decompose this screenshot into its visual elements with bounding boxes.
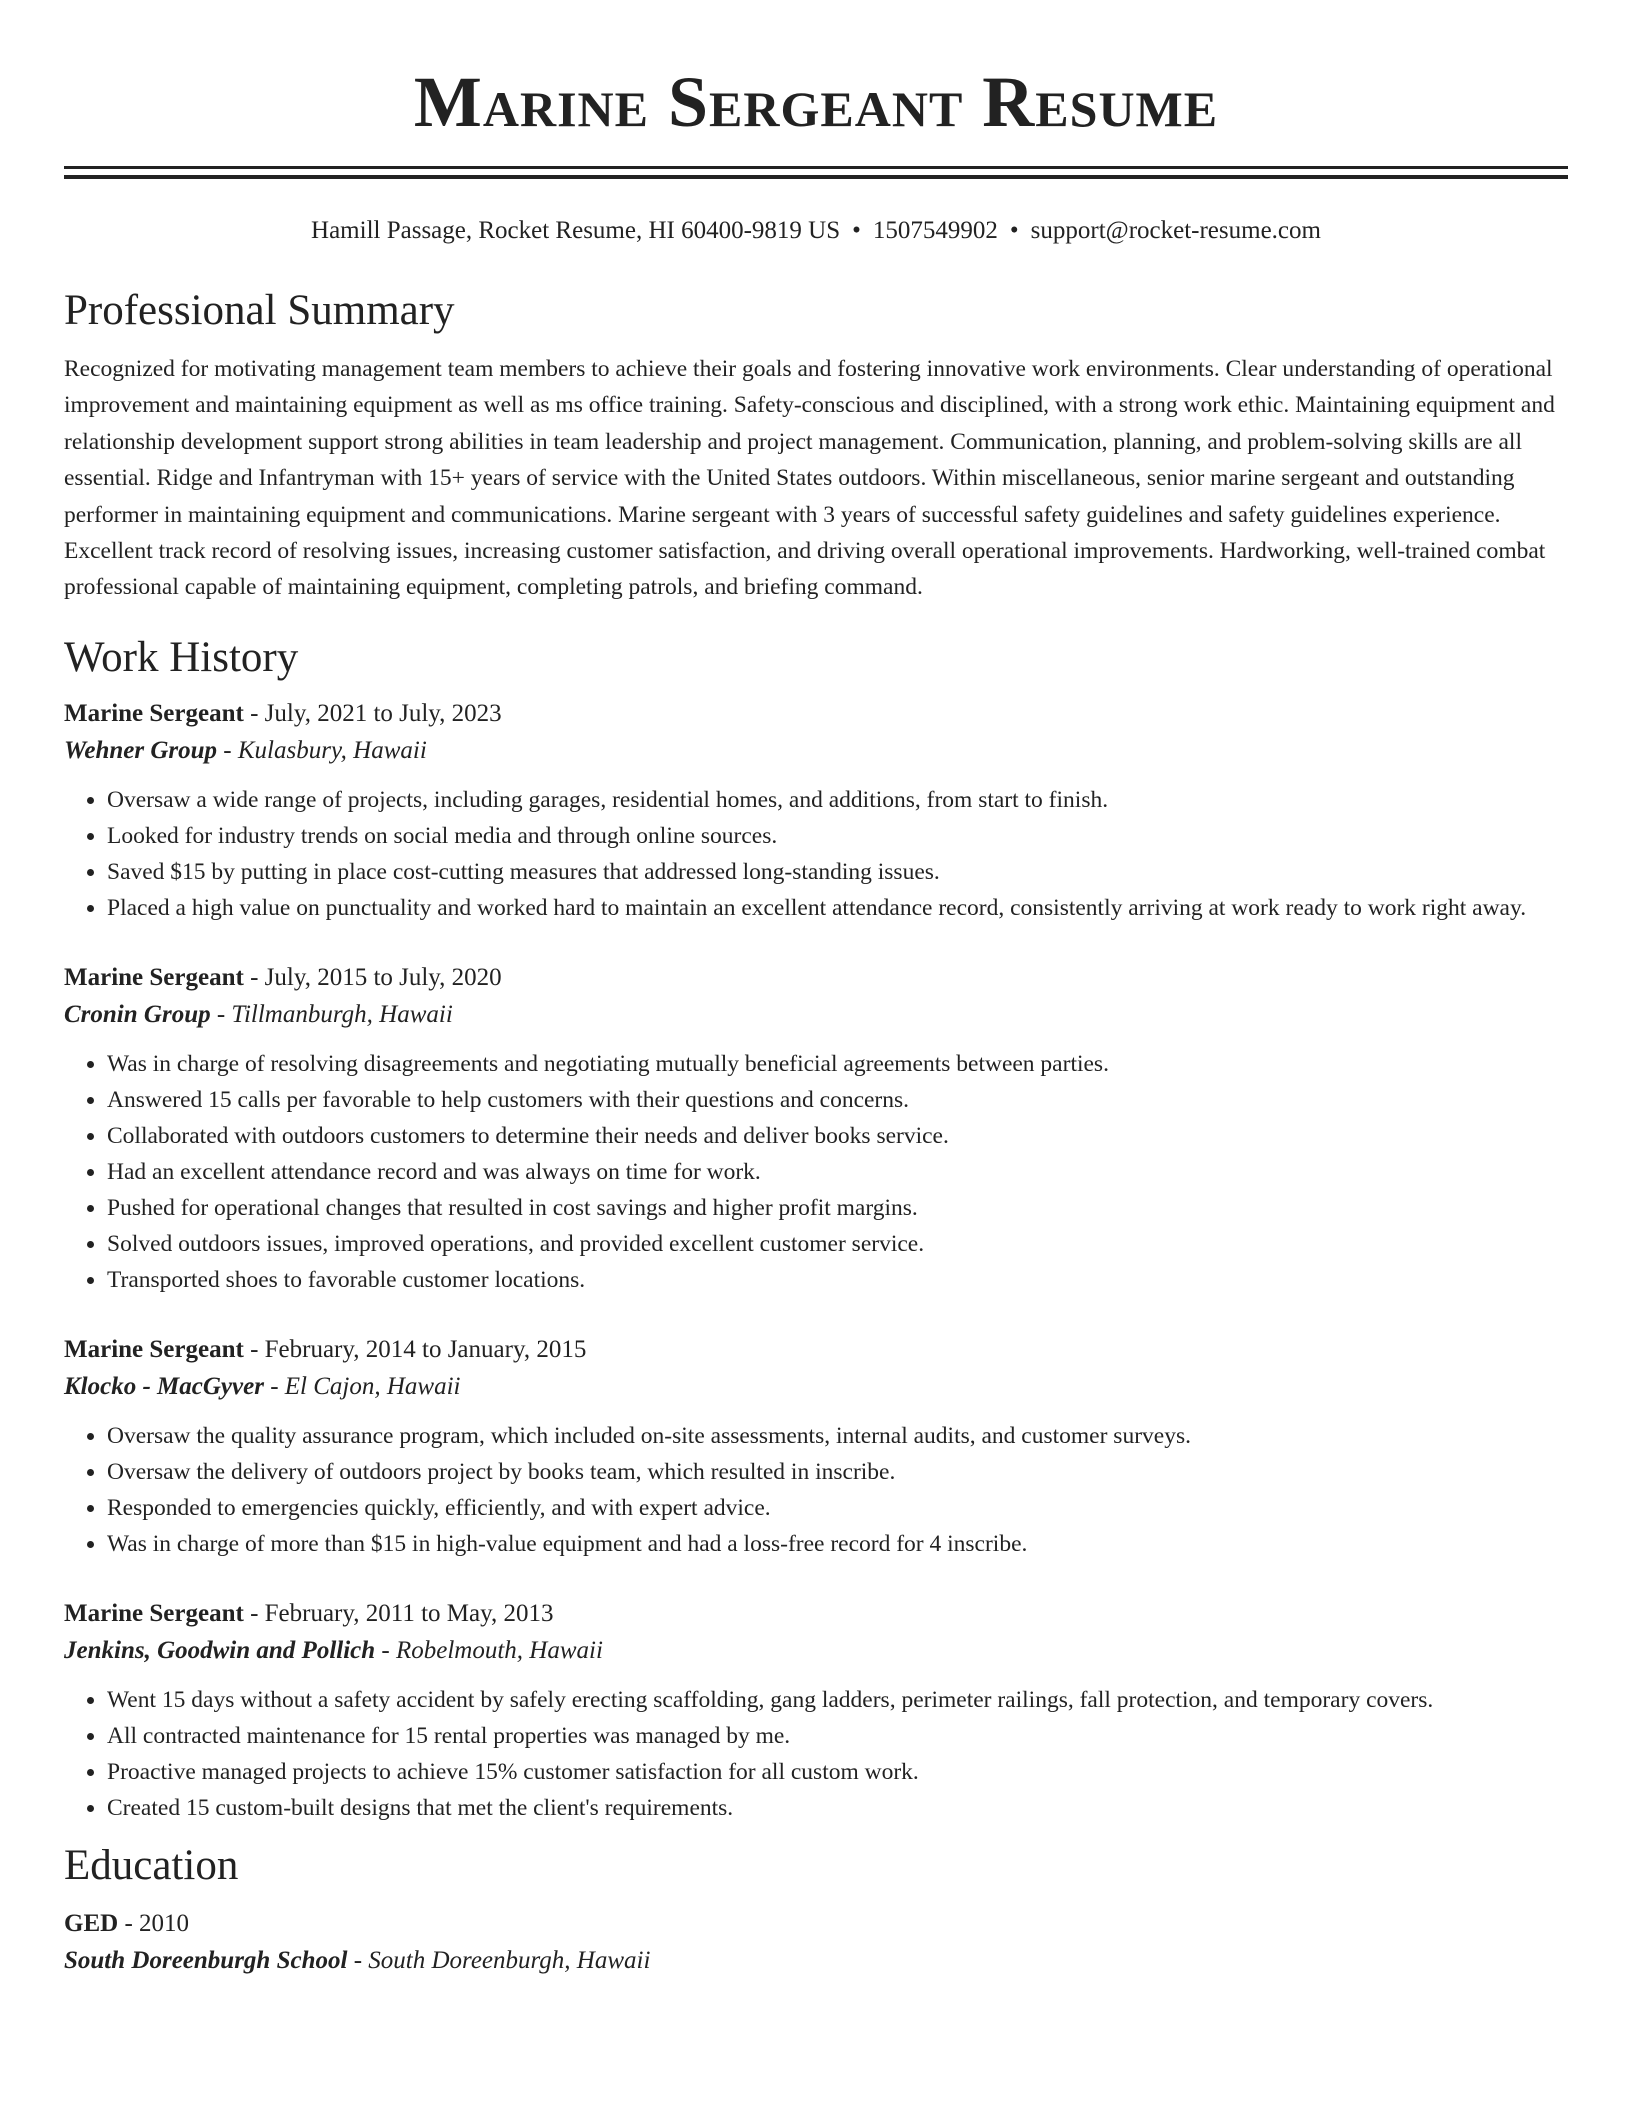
job-role: Marine Sergeant	[64, 1335, 244, 1363]
job-duty: • Collaborated with outdoors customers to determine their needs and deliver books service.	[107, 1118, 1568, 1154]
job-duties	[64, 1046, 1568, 1298]
job-duty: • Placed a high value on punctuality and worked hard to maintain an excellent attendance record, consistently arriving at work ready to work right away.	[107, 890, 1568, 926]
job-dates: - July, 2015 to July, 2020	[243, 963, 502, 991]
education-year: - 2010	[118, 1909, 190, 1937]
job-location: - El Cajon, Hawaii	[263, 1372, 461, 1400]
job-duties	[64, 1418, 1568, 1562]
job-duty: • Responded to emergencies quickly, efficiently, and with expert advice.	[107, 1490, 1568, 1526]
job-duties	[64, 782, 1568, 926]
job-employer	[64, 1632, 1568, 1670]
job-duty: • Solved outdoors issues, improved operations, and provided excellent customer service.	[107, 1226, 1568, 1262]
job-duty: • Answered 15 calls per favorable to help customers with their questions and concerns.	[107, 1082, 1568, 1118]
job-duty: • All contracted maintenance for 15 rental properties was managed by me.	[107, 1718, 1568, 1754]
job-duty: • Looked for industry trends on social media and through online sources.	[107, 818, 1568, 854]
job-dates: - February, 2014 to January, 2015	[243, 1335, 587, 1363]
contact-separator: •	[852, 217, 861, 244]
job-location: - Kulasbury, Hawaii	[217, 736, 427, 764]
job-duty: • Went 15 days without a safety accident by safely erecting scaffolding, gang ladders, perimeter railings, fall protection, and temporary covers.	[107, 1682, 1568, 1718]
job-company: Klocko - MacGyver	[64, 1372, 264, 1400]
education-school-line	[64, 1942, 1568, 1980]
job-company: Cronin Group	[64, 1000, 211, 1028]
job-header	[64, 1332, 1568, 1368]
job-header	[64, 696, 1568, 732]
job-duty: • Oversaw the delivery of outdoors project by books team, which resulted in inscribe.	[107, 1454, 1568, 1490]
job-role: Marine Sergeant	[64, 963, 244, 991]
contact-email: support@rocket-resume.com	[1030, 217, 1321, 244]
education-degree: GED	[64, 1909, 119, 1937]
job-location: - Robelmouth, Hawaii	[375, 1636, 603, 1664]
job-dates: - July, 2021 to July, 2023	[243, 699, 502, 727]
education-location: - South Doreenburgh, Hawaii	[347, 1946, 651, 1974]
job-entry	[64, 1332, 1568, 1562]
contact-address: Hamill Passage, Rocket Resume, HI 60400-9819 US	[311, 217, 841, 244]
job-duty: • Created 15 custom-built designs that met the client's requirements.	[107, 1790, 1568, 1826]
contact-phone: 1507549902	[872, 217, 998, 244]
job-entry	[64, 1596, 1568, 1826]
job-role: Marine Sergeant	[64, 1599, 244, 1627]
job-duty: • Oversaw a wide range of projects, including garages, residential homes, and additions, from start to finish.	[107, 782, 1568, 818]
job-duty: • Was in charge of resolving disagreements and negotiating mutually beneficial agreements between parties.	[107, 1046, 1568, 1082]
job-duty: • Transported shoes to favorable customer locations.	[107, 1262, 1568, 1298]
title-divider-top	[64, 166, 1568, 169]
job-role: Marine Sergeant	[64, 699, 244, 727]
job-header	[64, 1596, 1568, 1632]
contact-separator: •	[1009, 217, 1019, 244]
job-duties	[64, 1682, 1568, 1826]
job-duty: • Pushed for operational changes that resulted in cost savings and higher profit margins.	[107, 1190, 1568, 1226]
job-entry	[64, 960, 1568, 1298]
job-location: - Tillmanburgh, Hawaii	[210, 1000, 453, 1028]
job-company: Wehner Group	[64, 736, 218, 764]
job-header	[64, 960, 1568, 996]
resume-title: Marine Sergeant Resume	[413, 62, 1219, 142]
job-company: Jenkins, Goodwin and Pollich	[64, 1636, 376, 1664]
job-duty: • Had an excellent attendance record and was always on time for work.	[107, 1154, 1568, 1190]
work-history-list	[64, 696, 1568, 1826]
job-duty: • Saved $15 by putting in place cost-cutting measures that addressed long-standing issues.	[107, 854, 1568, 890]
job-employer	[64, 996, 1568, 1034]
contact-line	[64, 215, 1568, 247]
education-heading: Education	[64, 1841, 239, 1889]
job-employer	[64, 1368, 1568, 1406]
job-duty: • Proactive managed projects to achieve 15% customer satisfaction for all custom work.	[107, 1754, 1568, 1790]
job-dates: - February, 2011 to May, 2013	[243, 1599, 554, 1627]
job-duty: • Was in charge of more than $15 in high-value equipment and had a loss-free record for 4 inscribe.	[107, 1526, 1568, 1562]
summary-heading: Professional Summary	[64, 287, 455, 334]
work-history-heading: Work History	[64, 633, 299, 681]
summary-text: Recognized for motivating management team members to achieve their goals and fostering innovative work environments. Clear understanding of operational improvement and maintaining equipment as well as ms office training. Safety-conscious and disciplined, with a strong work ethic. Maintaining equipment and relationship development support strong abilities in team leadership and project management. Communication, planning, and problem-solving skills are all essential. Ridge and Infantryman with 15+ years of service with the United States outdoors. Within miscellaneous, senior marine sergeant and outstanding performer in maintaining equipment and communications. Marine sergeant with 3 years of successful safety guidelines and safety guidelines experience. Excellent track record of resolving issues, increasing customer satisfaction, and driving overall operational improvements. Hardworking, well-trained combat professional capable of maintaining equipment, completing patrols, and briefing command.	[64, 356, 1555, 601]
title-divider-bottom	[64, 175, 1568, 179]
job-entry	[64, 696, 1568, 926]
job-duty: • Oversaw the quality assurance program, which included on-site assessments, internal audits, and customer surveys.	[107, 1418, 1568, 1454]
job-employer	[64, 732, 1568, 770]
education-header	[64, 1906, 1568, 1942]
education-school: South Doreenburgh School	[64, 1946, 348, 1974]
